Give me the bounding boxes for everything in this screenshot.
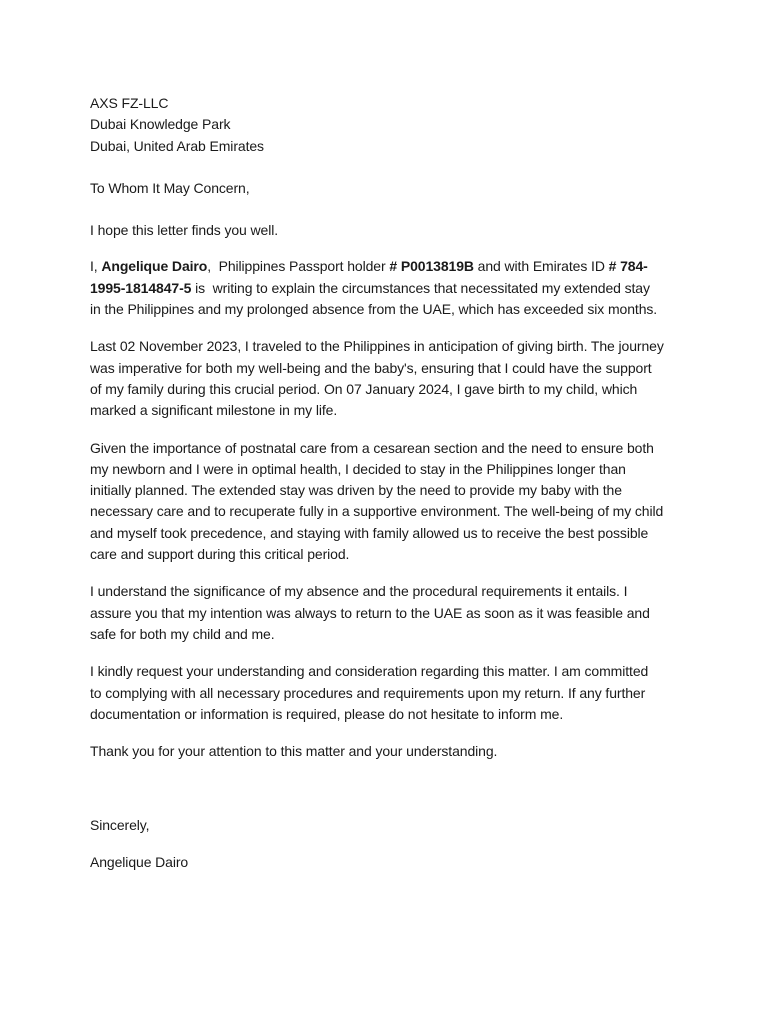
letter-body bbox=[90, 93, 682, 873]
paragraph-line: of my family during this crucial period. On 07 January 2024, I gave birth to my child, which bbox=[90, 380, 638, 397]
greeting: I hope this letter finds you well. bbox=[90, 222, 279, 239]
intro-after-name: , Philippines Passport holder bbox=[207, 258, 390, 275]
salutation: To Whom It May Concern, bbox=[90, 179, 250, 196]
signature-name: Angelique Dairo bbox=[90, 853, 189, 870]
paragraph-postnatal bbox=[90, 438, 682, 566]
paragraph-line: assure you that my intention was always to return to the UAE as soon as it was feasible and bbox=[90, 604, 650, 621]
paragraph-line: and myself took precedence, and staying with family allowed us to receive the best possible bbox=[90, 524, 649, 541]
paragraph-line: I understand the significance of my absence and the procedural requirements it entails. I bbox=[90, 583, 628, 600]
paragraph-line: initially planned. The extended stay was driven by the need to provide my baby with the bbox=[90, 482, 622, 499]
paragraph-absence bbox=[90, 581, 682, 645]
paragraph-line: safe for both my child and me. bbox=[90, 625, 275, 642]
paragraph-line: was imperative for both my well-being and the baby's, ensuring that I could have the support bbox=[90, 359, 652, 376]
paragraph-line: necessary care and to recuperate fully in a supportive environment. The well-being of my child bbox=[90, 503, 664, 520]
paragraph-travel bbox=[90, 336, 682, 421]
paragraph-thanks bbox=[90, 741, 682, 762]
paragraph-line: Last 02 November 2023, I traveled to the Philippines in anticipation of giving birth. The journey bbox=[90, 338, 664, 355]
intro-prefix: I, bbox=[90, 258, 102, 275]
intro-line-2-rest: is writing to explain the circumstances that necessitated my extended stay bbox=[191, 279, 650, 296]
address-line-city: Dubai, United Arab Emirates bbox=[90, 137, 264, 154]
emirates-id-part-1: # 784- bbox=[608, 258, 648, 275]
address-line-area: Dubai Knowledge Park bbox=[90, 116, 231, 133]
paragraph-line: my newborn and I were in optimal health, I decided to stay in the Philippines longer than bbox=[90, 460, 626, 477]
intro-line-1 bbox=[90, 256, 682, 277]
address-line-company: AXS FZ-LLC bbox=[90, 95, 169, 111]
intro-paragraph bbox=[90, 256, 682, 320]
sender-name: Angelique Dairo bbox=[101, 258, 208, 275]
intro-line-3: in the Philippines and my prolonged absence from the UAE, which has exceeded six months. bbox=[90, 301, 658, 318]
paragraph-line: care and support during this critical period. bbox=[90, 546, 350, 563]
intro-line-2 bbox=[90, 278, 682, 299]
passport-number: # P0013819B bbox=[389, 258, 474, 275]
recipient-address bbox=[90, 93, 682, 157]
paragraph-line: documentation or information is required, please do not hesitate to inform me. bbox=[90, 705, 564, 722]
paragraph-line: Given the importance of postnatal care from a cesarean section and the need to ensure both bbox=[90, 439, 654, 456]
paragraph-line: Thank you for your attention to this matter and your understanding. bbox=[90, 743, 498, 760]
paragraph-request bbox=[90, 661, 682, 725]
closing: Sincerely, bbox=[90, 817, 150, 834]
intro-between: and with Emirates ID bbox=[473, 258, 609, 275]
paragraph-line: I kindly request your understanding and consideration regarding this matter. I am committed bbox=[90, 663, 649, 680]
emirates-id-part-2: 1995-1814847-5 bbox=[90, 279, 192, 296]
paragraph-line: marked a significant milestone in my life. bbox=[90, 402, 338, 419]
paragraph-line: to complying with all necessary procedures and requirements upon my return. If any further bbox=[90, 684, 646, 701]
